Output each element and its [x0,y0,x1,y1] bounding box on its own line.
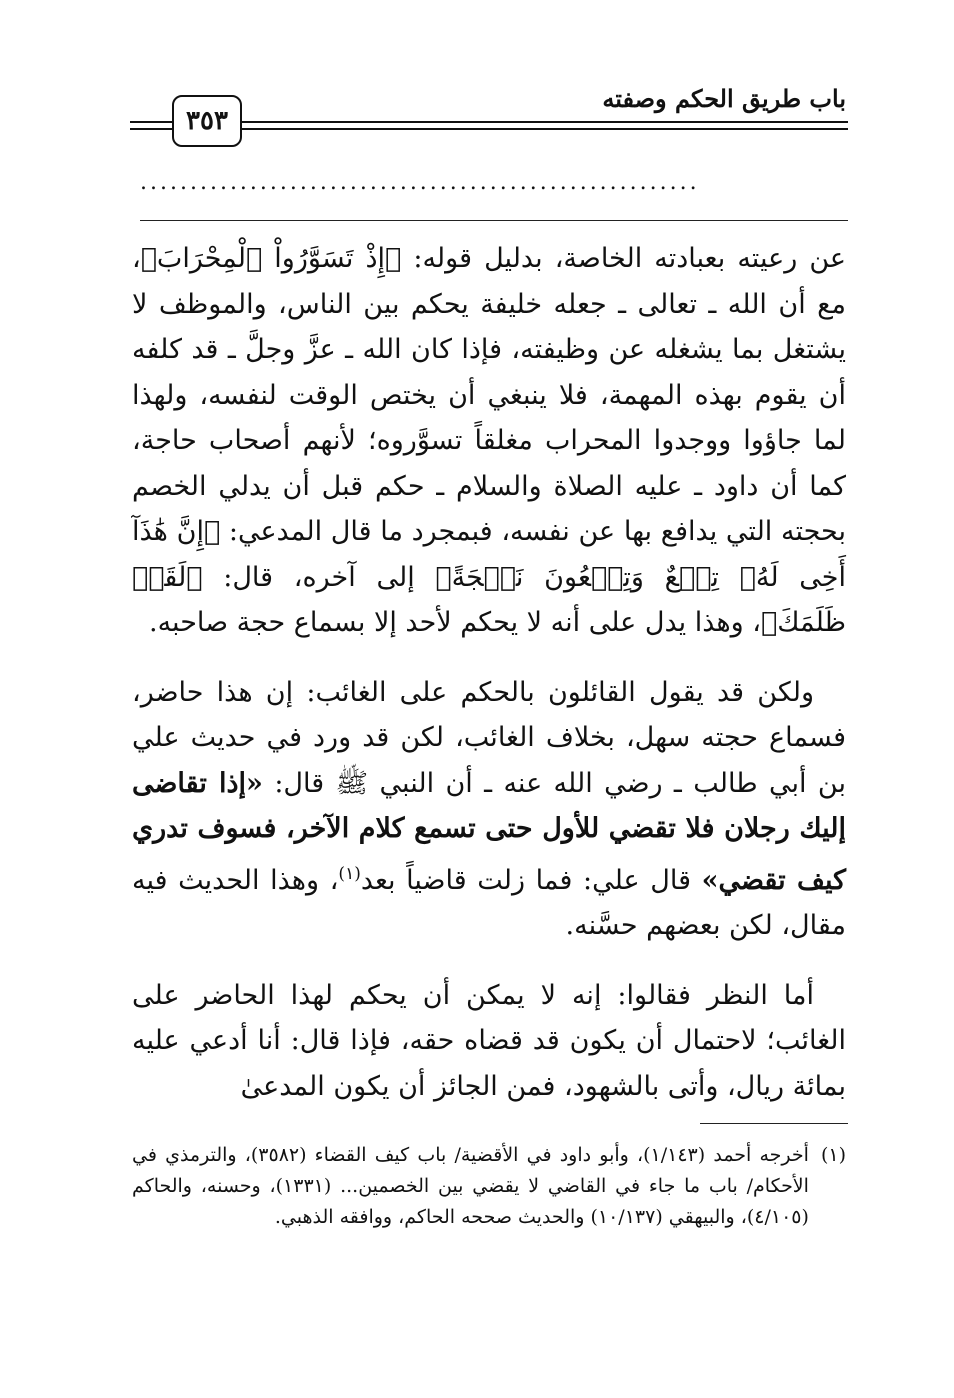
footnote-text: أخرجه أحمد (١/١٤٣)، وأبو داود في الأقضية/ باب كيف القضاء (٣٥٨٢)، والترمذي في الأحكام/ باب ما جاء في القاضي لا يقضي بين الخصمين... (١٣٣١)، وحسنه، والحاكم (٤/١٠٥)، والبيهقي (١٠/١٣٧) والحديث صححه الحاكم، ووافقه الذهبي. [132,1144,809,1228]
paragraph-2 [132,670,846,949]
paragraph-2-intro: ولكن قد يقول القائلون بالحكم على الغائب: إن هذا حاضر، فسماع حجته سهل، بخلاف الغائب، لكن قد ورد في حديث علي بن أبي طالب ـ رضي الله عنه ـ أن النبي ﷺ قال: [132,676,847,799]
footnote-rule [700,1123,848,1124]
running-title: باب طريق الحكم وصفته [602,84,846,113]
header-rule-left-bottom [130,128,172,130]
paragraph-1: عن رعيته بعبادته الخاصة، بدليل قوله: ﴿إِذْ تَسَوَّرُواْ ٱلْمِحْرَابَ﴾، مع أن الله ـ تعالى ـ جعله خليفة يحكم بين الناس، والموظف لا يشتغل بما يشغله عن وظيفته، فإذا كان الله ـ عزَّ وجلَّ ـ قد كلفه أن يقوم بهذه المهمة، فلا ينبغي أن يختص الوقت لنفسه، ولهذا لما جاؤوا ووجدوا المحراب مغلقاً تسوَّروه؛ لأنهم أصحاب حاجة، كما أن داود ـ عليه الصلاة والسلام ـ حكم قبل أن يدلي الخصم بحجته التي يدافع بها عن نفسه، فبمجرد ما قال المدعي: ﴿إِنَّ هَٰذَآ أَخِى لَهُۥ تِسۡعٌ وَتِسۡعُونَ نَعۡجَةً﴾ إلى آخره، قال: ﴿لَقَدۡ ظَلَمَكَ﴾، وهذا يدل على أنه لا يحكم لأحد إلا بسماع حجة صاحبه. [132,243,846,638]
paragraph-2-end: ، وهذا الحديث فيه مقال، لكن بعضهم حسَّنه. [132,864,846,941]
header-rule-right-bottom [240,128,848,130]
footnote [132,1140,846,1233]
main-text [132,236,846,1109]
paragraph-3: أما النظر فقالوا: إنه لا يمكن أن يحكم لهذا الحاضر على الغائب؛ لاحتمال أن يكون قد قضاه حقه، فإذا قال: أنا أدعي عليه بمائة ريال، وأتى بالشهود، فمن الجائز أن يكون المدعىٰ [132,979,846,1102]
header-rule-right-top [240,121,848,123]
footnote-number: (١) [820,1144,846,1166]
page-number: ٣٥٣ [172,95,242,147]
section-rule [140,220,848,221]
header-rule-left-top [130,121,172,123]
dotted-separator: ........................................................ [140,170,700,195]
hadith-quote: «إذا تقاضى إليك رجلان فلا تقضي للأول حتى تسمع كلام الآخر، فسوف تدري كيف تقضي» [132,767,846,896]
footnote-marker[interactable]: (١) [338,863,361,884]
paragraph-2-continued: قال علي: فما زلت قاضياً بعد [360,864,702,896]
